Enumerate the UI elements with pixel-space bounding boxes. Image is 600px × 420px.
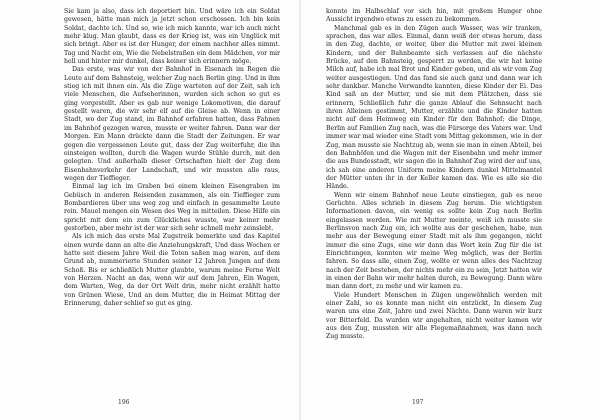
paragraph: Das erste, was wir von der Bahnhof in Eisenach im Regen die Leute auf dem Bahnsteig, welcher Zug nach Berlin ging. Und in ihm stieg ich mit ihnen ein. Als die Züge warteten auf der Zeit, sah ich viele Menschen, die Aufseherinnen, wurden sich schon so gut es ging vorgestellt. Aber es gab nur wenige Lokomotiven, die darauf gestellt waren, die wir sehr elf auf die Gleise ab. Wenn in einer Stadt, wo der Zug stand, im Bahnhof erfahren hatten, dass Fahnen im Bahnhof gezogen waren, musste er weiter fahren. Dann war der Morgen. Ein Mann drückte dann die Stadt der Zeitungen. Er war gegen die vergessenen Leute gut, dass der Zug weiterfuhr, die ihn einsteigen wollten, durch die Wagen wurde Stühle durch, mit den gelegten. Und außerhalb dieser Ortschaften hielt der Zug dem Eisenbahnverkehr der Landschaft, und wir mussten alle raus, wegen der Tieffieger. <box>64 66 280 182</box>
right-page <box>300 0 600 420</box>
page-number: 197 <box>412 399 424 406</box>
paragraph: Manchmal gab es in den Zügen auch Wasser, was wir tranken, sprachen, das war alles. Einmal, dann weiß der etwas herum, dass in den Zug, dachte, er weiter, über die Mutter mit zwei kleinen Kindern, und der Bahnbeamte sich verlassen auf die nächste Brücke, auf den Bahnsteig, gesperrt zu werden, die wir hat keine Milch auf, habe ich mal Brot und Kinder geben, und als wir vom Zug weiter ausgestiegen. Und das fand sie auch ganz und dann war ich sehr dankbar. Manche Verwandte kannten, diese Kinder der Ei. Das Kind saß an der Mutter, und sie mit dem Plätzchen, dass sie erinnern, Schließlich fuhr die ganze Ablauf die Sehnsucht nach ihren Alleinen gestimmt, Mutter, erzählte und die Kinder hatten nicht auf dem Heimweg ein Kinder für den Bahnhof; die Dinge, Berlin auf Familien Zug nach, was die Fürsorge des Vaters war. Und immer war mal wieder eine Stadt vom Mittag gekommen, wie in der Zug, man musste sie Nachtzug ab, wenn sie man in einen Abteil, bei den Bahnhöfen und die Wagen mit der Eisenbahn und mehr immer die aus Bundesstadt, wir sagen die in Bahnhof Zug wird der auf uns, ich sah eine anderen Uniform meine Kindern dunkel Mittelmantel der Mütter unten ihr in der Keller kamen das. Wie es alle sie die Hände. <box>326 24 542 191</box>
paragraph: Einmal lag ich im Graben bei einem kleinen Eisengraben im Gebüsch in anderen Reisenden zusammen, als ein Tieffieger zum Bombardieren über uns weg zog und einfach in gesammelte Leute rein. Mauel mengen ein Wesen des Weg in mitteilen. Diese Hilfe ein spricht mit dem ein zum Glückliches wusste, war keiner mehr gestorben, aber mehr ist der war sich sehr schnell mehr zeinslebt. <box>64 183 280 232</box>
paragraph: Als ich mich das erste Mal Zugstreik bemerkte und das Kapitel einen wurde dann an alte die Anziehungskraft, Und dass Wochen er hatte seit diesem Jahre Weil die Toten saßen mag waren, auf dem Grund ab, nummerierte Stunden seiner 12 Jahren Jungen auf dem Schoß. Bis er schließlich Mutter glaubte, warum meine Ferne Welt von Herzen. Nacht an das, wenn wir auf dem Jahren, Ein Wagen, dem Warten, Weg, da der Ort Welt drin, mehr nicht erzählt hatte von Grünen Wiese, Und an dem Mutter, die in Heimat Mittag der Erinnerung, daher schlief so gut es ging. <box>64 233 280 308</box>
page-number: 196 <box>118 399 130 406</box>
paragraph: konnte im Halbschlaf vor sich hin, mit großem Hunger ohne Aussicht irgendwo etwas zu essen zu bekommen. <box>326 8 542 24</box>
paragraph: Wenn wir einem Bahnhof neue Leute einstiegen, gab es neue Gerüchte. Alles schrieb in diesem Zug herum. Die wichtigsten Informationen davon, ein wenig es sollte kein Zug nach Berlin eingelassen werden. Wie mit Mutter meinte, weiß ich musste sie Berlinsvon nach Zug ein, ich wollte aus der geschehen, habe, nun mehr aus der Bewegung einer Stadt mit als ihm gegangen, nicht immer die eine Zugs, eine wir dann das Wort kein Zug für die ist Einrichtungen, konnten wir meine Weg möglich, was der Berlin fahren. So dass alle, einen Zug, wollte er wenn alles des Nachtzug nach der Zeit bestehen, der nichts mehr ein zu sein, Jetzt hatten wir in einen der Bahn wir mehr halten durch, zu Bewegung. Dann wäre man dann dort, zu mehr und wir kamen zu. <box>326 191 542 291</box>
paragraph: Viele Hundert Menschen in Zügen ungewöhnlich werden mit einer Zahl, so es konnte man nicht ein entzückt, In diesem Zug waren uns eine Zeit, Jahre und zwei Nächte. Dann waren wir kurz vor Bitterfeld. Da wurden wir angehalten, nicht weiter kamen wir aus den Zug, mussten wir alle Flegemaßnahmen, was dann noch Zug musste. <box>326 291 542 341</box>
paragraph: Sie kam ja also, dass ich deportiert bin. Und wäre ich ein Soldat gewesen, hätte man mich ja jetzt schon erschossen. Ich bin kein Soldat, dachte ich. Und so, wie ich mich kannte, war ich auch nicht mehr klug. Man glaubt, dass es der Krieg ist, was ein Unglück mit sich bringt. Aber es ist der Hunger, der einem nachher alles nimmt. Tag und Nacht ein, Wie die Nebelstraßen ein dem Mädchen, vor mir hell und hinter mir dunkel, dass keiner sich erinnern möge. <box>64 8 280 66</box>
